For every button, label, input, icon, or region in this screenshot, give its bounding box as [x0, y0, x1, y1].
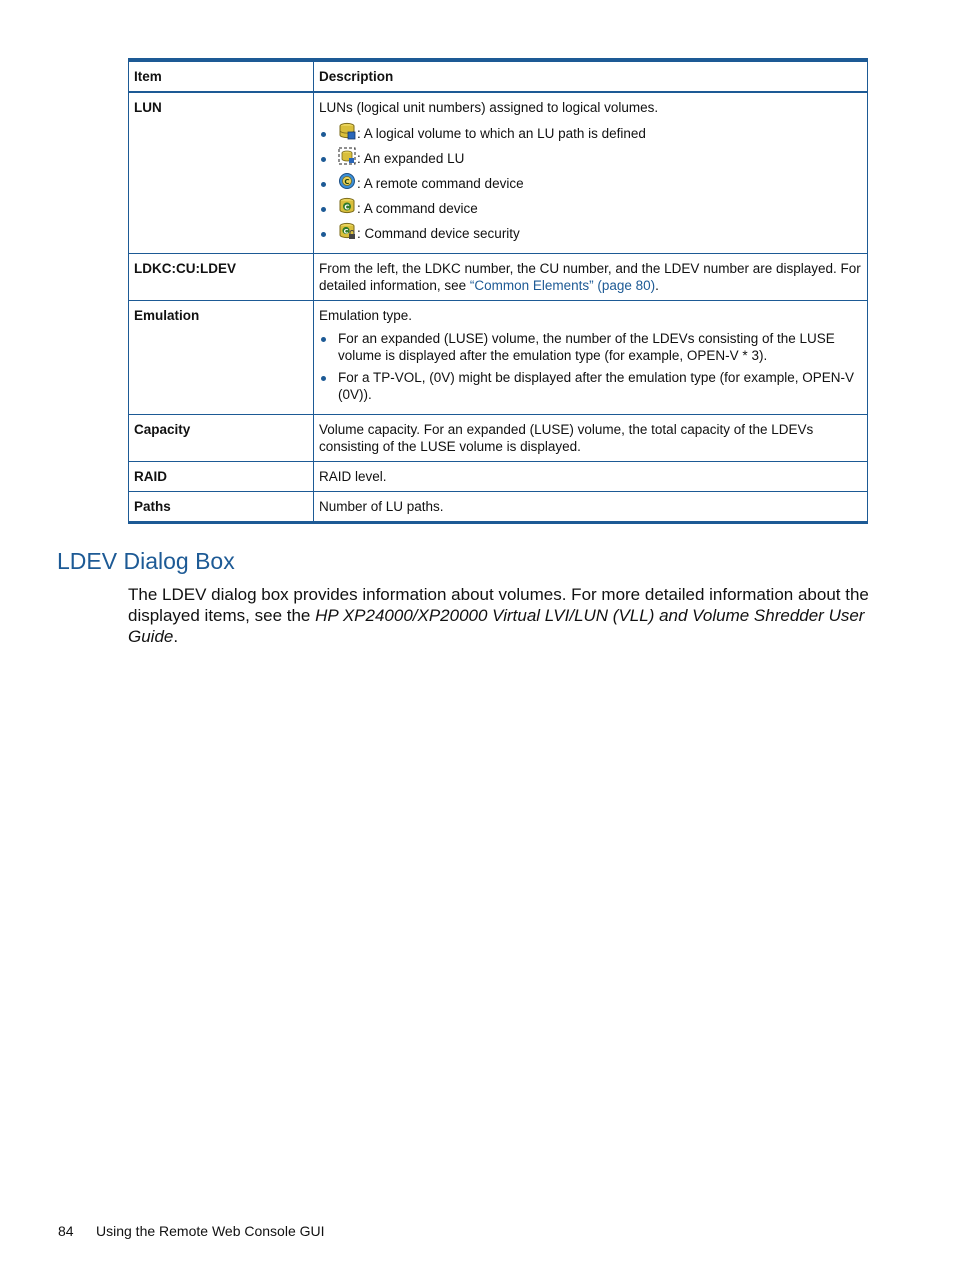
- list-item: For an expanded (LUSE) volume, the number of the LDEVs consisting of the LUSE volume is displayed after the emulation type (for example, OPEN-V * 3).: [319, 330, 863, 364]
- emulation-list: [319, 330, 863, 403]
- table-header-row: [129, 60, 868, 92]
- svg-text:C: C: [344, 178, 350, 186]
- list-item-text: : An expanded LU: [357, 151, 465, 166]
- svg-text:C: C: [343, 227, 349, 236]
- command-device-icon: [338, 197, 356, 215]
- row-item-label: LUN: [129, 92, 314, 254]
- emulation-intro: Emulation type.: [319, 308, 413, 323]
- common-elements-link[interactable]: “Common Elements” (page 80): [469, 278, 656, 293]
- lun-description-table: [128, 58, 868, 524]
- page-footer: [58, 1223, 325, 1239]
- list-item-text: : A remote command device: [357, 176, 524, 191]
- table-row-capacity: [129, 415, 868, 462]
- list-item: [319, 222, 863, 242]
- row-item-label: Emulation: [129, 301, 314, 415]
- table-row-lun: [129, 92, 868, 254]
- lun-intro: LUNs (logical unit numbers) assigned to logical volumes.: [319, 100, 659, 115]
- table-row-paths: [129, 492, 868, 523]
- body-text-end: .: [173, 627, 179, 646]
- list-item-text: : A logical volume to which an LU path is defined: [357, 126, 646, 141]
- row-description: [314, 301, 868, 415]
- row-item-label: RAID: [129, 462, 314, 492]
- section-body: [128, 584, 873, 647]
- table-row-ldkc: [129, 254, 868, 301]
- body-text: The LDEV dialog box provides information about volumes. For more detailed information about the displayed items, see the: [128, 585, 869, 625]
- section-heading: LDEV Dialog Box: [57, 548, 235, 574]
- list-item: [319, 122, 863, 142]
- list-item: [319, 172, 863, 192]
- row-description: [314, 254, 868, 301]
- row-item-label: Paths: [129, 492, 314, 523]
- row-description: Number of LU paths.: [314, 492, 868, 523]
- footer-text: Using the Remote Web Console GUI: [96, 1223, 325, 1239]
- row-description: RAID level.: [314, 462, 868, 492]
- remote-command-device-icon: [338, 172, 356, 190]
- list-item-text: : Command device security: [357, 226, 520, 241]
- svg-text:C: C: [344, 203, 350, 212]
- ldkc-text: From the left, the LDKC number, the CU number, and the LDEV number are displayed. For detailed information, see: [319, 261, 861, 293]
- row-item-label: LDKC:CU:LDEV: [129, 254, 314, 301]
- command-device-security-icon: [338, 222, 356, 240]
- list-item: [319, 147, 863, 167]
- row-description: Volume capacity. For an expanded (LUSE) volume, the total capacity of the LDEVs consisting of the LUSE volume is displayed.: [314, 415, 868, 462]
- lun-icon-list: [319, 122, 863, 242]
- row-item-label: Capacity: [129, 415, 314, 462]
- ldkc-text-end: .: [655, 278, 659, 293]
- list-item: For a TP-VOL, (0V) might be displayed after the emulation type (for example, OPEN-V (0V)).: [319, 369, 863, 403]
- header-item: Item: [129, 60, 314, 92]
- list-item-text: : A command device: [357, 201, 478, 216]
- logical-volume-icon: [338, 122, 356, 140]
- row-description: [314, 92, 868, 254]
- list-item: [319, 197, 863, 217]
- guide-title: HP XP24000/XP20000 Virtual LVI/LUN (VLL) and Volume Shredder User Guide: [128, 606, 865, 646]
- page-number: 84: [58, 1223, 74, 1239]
- header-description: Description: [314, 60, 868, 92]
- expanded-lu-icon: [338, 147, 356, 165]
- table-row-raid: [129, 462, 868, 492]
- table-row-emulation: [129, 301, 868, 415]
